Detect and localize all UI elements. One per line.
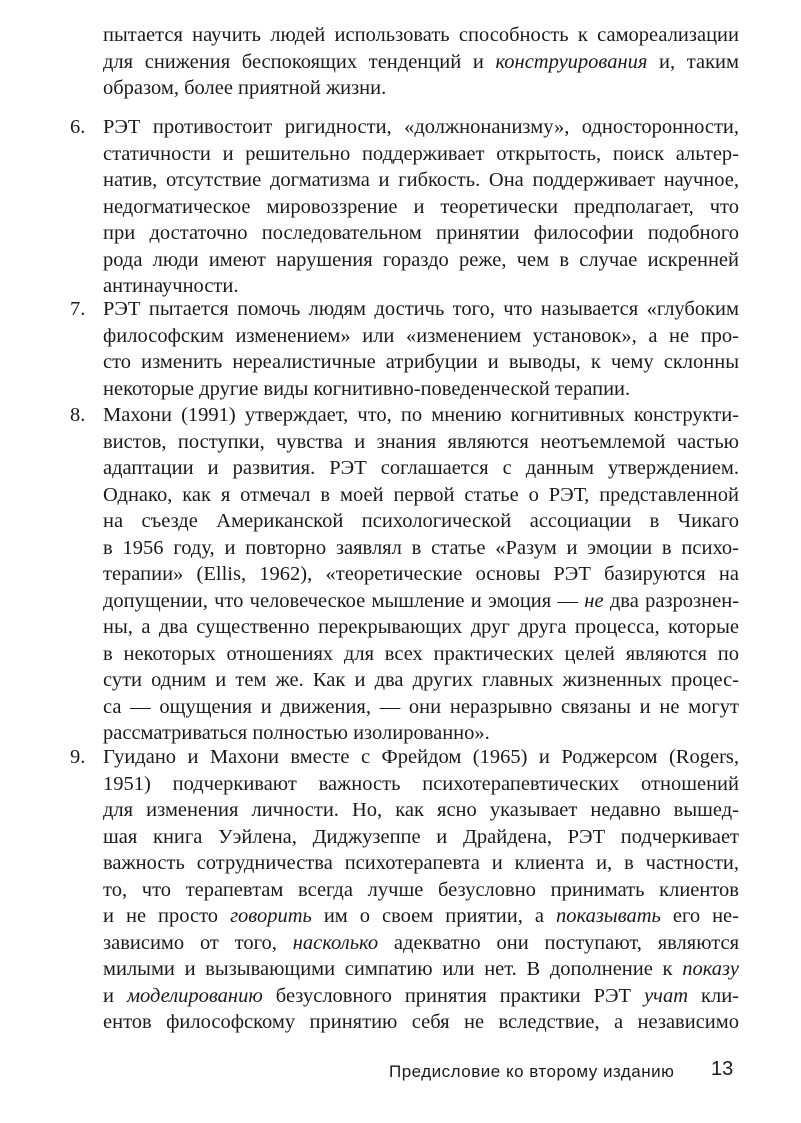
text-run: милыми и вызывающими симпатию или нет. В дополнение к [103, 958, 683, 980]
text-line: антинаучности. [103, 275, 239, 297]
running-footer-title: Предисловие ко второму изданию [389, 1062, 675, 1081]
list-item-8 [70, 402, 739, 747]
list-item-7 [70, 296, 739, 402]
text-line: для изменения личности. Но, как ясно указывает недавно вышед- [103, 799, 739, 821]
italic-text: показу [682, 958, 739, 980]
text-line: шая книга Уэйлена, Диджузеппе и Драйдена, РЭТ подчеркивает [103, 825, 739, 848]
text-line: сто изменить нереалистичные атрибуции и выводы, к чему склонны [103, 351, 739, 373]
text-run: два разрознен- [603, 589, 739, 612]
text-line [103, 930, 739, 957]
text-line: философским изменением» или «изменением установок», а не про- [103, 324, 739, 347]
text-line: пытается научить людей использовать способность к самореализации [103, 24, 739, 46]
text-line: в 1956 году, и повторно заявлял в статье «Разум и эмоции в психо- [103, 536, 739, 559]
item-number: 8. [70, 404, 86, 426]
text-run: адекватно они поступают, являются [378, 931, 739, 954]
item-number: 9. [70, 746, 86, 768]
text-line: Махони (1991) утверждает, что, по мнению когнитивных конструкти- [103, 404, 739, 426]
text-line: ны, а два существенно перекрывающих друг друга процесса, которые [103, 616, 739, 638]
text-line [103, 49, 739, 76]
text-line: статичности и решительно поддерживает открытость, поиск альтер- [103, 142, 739, 165]
italic-text: учат [644, 984, 689, 1007]
text-line [103, 903, 739, 930]
text-run: зависимо от того, [103, 931, 293, 954]
italic-text: не [584, 589, 604, 612]
text-run: им о своем приятии, а [311, 905, 556, 927]
text-line: са — ощущения и движения, — они неразрывно связаны и не могут [103, 695, 739, 718]
text-line: адаптации и развития. РЭТ соглашается с данным утверждением. [103, 457, 739, 479]
text-line [103, 983, 739, 1010]
text-line: рассматриваться полностью изолированно». [103, 722, 490, 744]
text-line: ентов философскому принятию себя не вследствие, а независимо [103, 1011, 739, 1033]
text-line: образом, более приятной жизни. [103, 77, 387, 99]
text-line: рода люди имеют нарушения гораздо реже, чем в случае искренней [103, 248, 739, 271]
text-line [103, 956, 739, 983]
text-line [103, 588, 739, 615]
text-line: Однако, как я отмечал в моей первой статье о РЭТ, представленной [103, 483, 739, 506]
page-number: 13 [711, 1058, 734, 1080]
text-run: и, таким [647, 50, 739, 73]
text-line: в некоторых отношениях для всех практических целей являются по [103, 642, 739, 665]
text-run: кли- [688, 984, 739, 1007]
italic-text: показывать [555, 905, 661, 927]
text-line: при достаточно последовательном принятии философии подобного [103, 222, 739, 244]
text-line: недогматическое мировоззрение и теоретически предполагает, что [103, 195, 739, 218]
italic-text: насколько [292, 931, 379, 954]
text-line: РЭТ противостоит ригидности, «должнонанизму», односторонности, [103, 116, 739, 138]
text-line: некоторые другие виды когнитивно-поведенческой терапии. [103, 377, 631, 400]
text-line: то, что терапевтам всегда лучше безусловно принимать клиентов [103, 878, 739, 901]
text-line: важность сотрудничества психотерапевта и клиента и, в частности, [103, 852, 739, 874]
text-run: для снижения беспокоящих тенденций и [103, 50, 496, 73]
item-number: 6. [70, 116, 86, 138]
text-line: 1951) подчеркивают важность психотерапевтических отношений [103, 772, 739, 795]
text-line: на съезде Американской психологической ассоциации в Чикаго [103, 510, 739, 532]
text-line: Гуидано и Махони вместе с Фрейдом (1965) и Роджерсом (Rogers, [103, 746, 739, 768]
text-run: его не- [660, 905, 739, 927]
text-run: и [103, 984, 127, 1007]
italic-text: говорить [230, 905, 312, 927]
intro-paragraph [103, 22, 739, 102]
text-line: натив, отсутствие догматизма и гибкость. Она поддерживает научное, [103, 169, 739, 191]
text-line: сути одним и тем же. Как и два других главных жизненных процес- [103, 669, 739, 691]
text-line: терапии» (Ellis, 1962), «теоретические основы РЭТ базируются на [103, 563, 739, 585]
text-line: РЭТ пытается помочь людям достичь того, что называется «глубоким [103, 298, 739, 320]
text-run: и не просто [103, 905, 231, 927]
list-item-9 [70, 744, 739, 1036]
text-run: безусловного принятия практики РЭТ [262, 984, 645, 1007]
italic-text: конструирования [495, 50, 648, 73]
text-line: вистов, поступки, чувства и знания являются неотъемлемой частью [103, 430, 739, 453]
italic-text: моделированию [126, 984, 263, 1007]
text-run: допущении, что человеческое мышление и эмоция — [103, 589, 585, 612]
item-number: 7. [70, 298, 86, 320]
list-item-6 [70, 114, 739, 300]
